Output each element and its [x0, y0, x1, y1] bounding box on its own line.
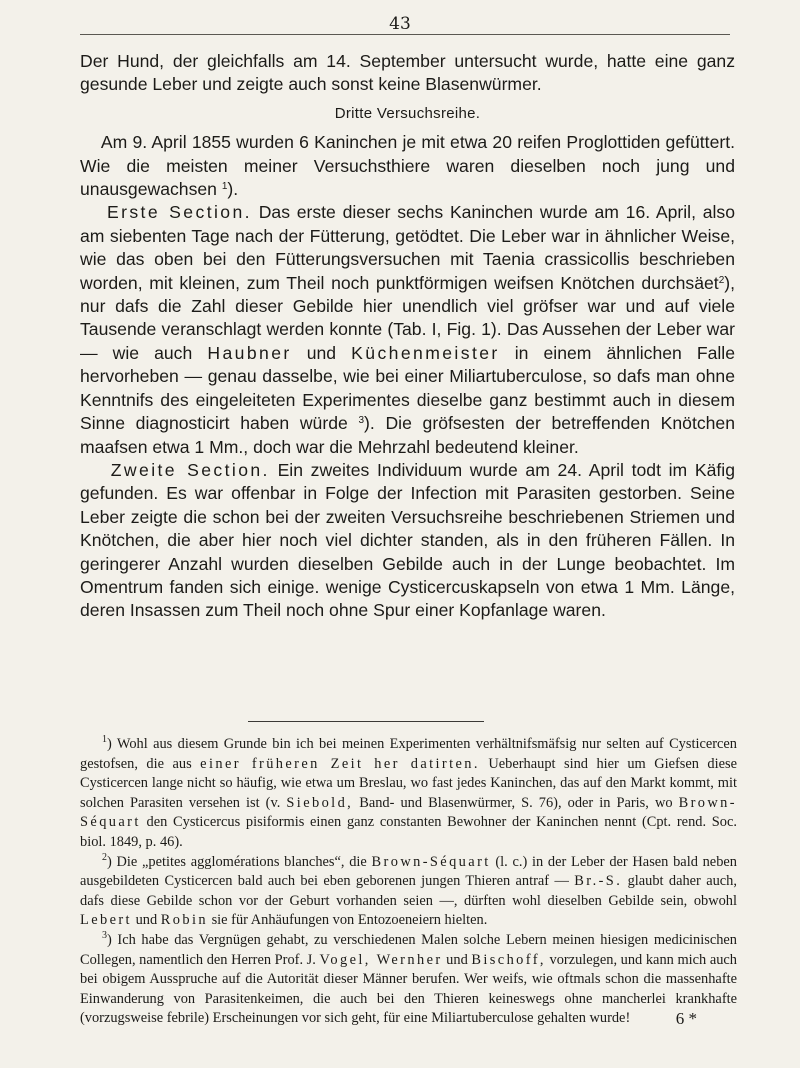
section-1-text-b: ), nur dafs die Zahl dieser Gebilde hier unendlich viel gröfser war und auf viele Tausende veranschlagt werden konnte (Tab. I, Fig. 1). Das Aussehen der Leber war — wie auch — [80, 272, 735, 363]
author-lebert: Lebert — [80, 912, 132, 929]
page-number: 43 — [389, 14, 411, 34]
section-heading: Dritte Versuchsreihe. — [334, 104, 481, 122]
footnote-rule — [248, 721, 484, 722]
section-1-text-c: und — [306, 342, 337, 363]
footnote-1-text-a: ) Wohl aus diesem Grunde bin ich bei meinen Experimenten verhältnifsmäfsig nur selten auf Cysticercen gestofsen, die aus — [80, 736, 737, 772]
intro-paragraph: Der Hund, der gleichfalls am 14. September untersucht wurde, hatte eine ganz gesunde Leber und zeigte auch sonst keine Blasenwürmer. — [80, 51, 735, 95]
main-text — [80, 50, 735, 623]
footnote-ref-3: 3 — [358, 415, 365, 427]
author-br-s: Br.-S. — [574, 873, 623, 890]
footnote-2-text-a: ) Die „petites agglomérations blanches“, die — [107, 853, 367, 870]
footnote-1-mark: 1 — [102, 734, 107, 745]
footnotes — [80, 735, 737, 1029]
author-haubner: Haubner — [207, 342, 292, 363]
author-brown-sequart: Brown-Séquart — [80, 794, 737, 831]
author-brown-sequart-2: Brown-Séquart — [371, 853, 491, 870]
author-bischoff: Bischoff, — [471, 951, 546, 968]
footnote-ref-1: 1 — [221, 181, 228, 193]
footnote-1-spaced: einer früheren Zeit her datirten. — [200, 755, 480, 772]
paragraph-1-text: Am 9. April 1855 wurden 6 Kaninchen je mit etwa 20 reifen Proglottiden gefüttert. Wie die meisten meiner Versuchsthiere waren dieselben noch jung und unausgewachsen — [80, 132, 735, 200]
footnote-1-text-c: Band- und Blasenwürmer, S. 76), oder in Paris, wo — [359, 794, 673, 811]
footnote-ref-2: 2 — [718, 274, 725, 286]
header-rule — [80, 34, 730, 35]
author-kuechenmeister: Küchenmeister — [351, 342, 500, 363]
footnote-1 — [80, 735, 737, 853]
footnote-2-text-d: und — [135, 912, 158, 929]
footnote-2-text-c: glaubt daher auch, dafs diese Gebilde schon vor der Geburt vorhanden seien —, dürften wohl dieselben Gebilde sein, obwohl — [80, 873, 737, 909]
paragraph-1 — [80, 131, 735, 201]
section-1-paragraph — [80, 201, 735, 458]
section-2-text: Ein zweites Individuum wurde am 24. April todt im Käfig gefunden. Es war offenbar in Folge der Infection mit Parasiten gestorben. Seine Leber zeigte die schon bei der zweiten Versuchsreihe beschriebenen Striemen und Knötchen, die aber hier noch viel dichter standen, als in den früheren Fällen. In geringerer Anzahl wurden dieselben Gebilde auch in der Lunge beobachtet. Im Omentrum fanden sich einige. wenige Cysticercuskapseln von etwa 1 Mm. Länge, deren Insassen zum Theil noch ohne Spur einer Kopfanlage waren. — [80, 459, 736, 621]
section-1-text-e: ). Die gröfsesten der betreffenden Knötchen maafsen etwa 1 Mm., doch war die Mehrzahl bedeutend kleiner. — [80, 413, 736, 457]
author-siebold: Siebold, — [286, 794, 354, 811]
section-1-label: Erste Section. — [106, 202, 252, 223]
author-robin: Robin — [160, 912, 208, 929]
footnote-3-text-b: und — [446, 951, 468, 968]
author-vogel-wernher: Vogel, Wernher — [319, 951, 443, 968]
section-1-text-a: Das erste dieser sechs Kaninchen wurde am 16. April, also am siebenten Tage nach der Fütterung, getödtet. Die Leber war in ähnlicher Weise, wie das oben bei den Fütterungsversuchen mit Taenia crassicollis beschrieben worden, mit kleinen, zum Theil noch punktförmigen weifsen Knötchen durchsäet — [80, 202, 735, 293]
footnote-2-mark: 2 — [102, 851, 107, 863]
footnote-3-mark: 3 — [102, 929, 107, 941]
footnote-2-text-b: (l. c.) in der Leber der Hasen bald neben ausgebildeten Cysticercen bald auch bei eben geborenen jungen Thieren antraf — — [80, 853, 737, 890]
section-2-label: Zweite Section. — [110, 459, 270, 480]
footnote-1-text-d: den Cysticercus pisiformis einen ganz constanten Bewohner der Kaninchen nennt (Cpt. rend. Soc. biol. 1849, p. 46). — [80, 814, 737, 850]
footnote-2 — [80, 853, 737, 931]
footnote-3-text-c: vorzulegen, und kann mich auch bei obigem Ausspruche auf die Autorität dieser Männer berufen. Wer weifs, wie oftmals schon die massenhafte Einwanderung von Parasitenkeimen, die auch bei den Thieren keineswegs ohne mancherlei krankhafte (vorzugsweise febrile) Erscheinungen vor sich geht, für eine Miliartuberculose gehalten wurde! — [80, 951, 737, 1027]
footnote-2-text-e: sie für Anhäufungen von Entozoeneiern hielten. — [211, 912, 488, 929]
section-2-paragraph — [80, 459, 735, 623]
section-1-text-d: in einem ähnlichen Falle hervorheben — genau dasselbe, wie bei einer Miliartuberculose, so dafs man ohne Kenntnifs des eingeleiteten Experimentes dieselbe ganz bestimmt auch in diesem Sinne diagnosticirt haben würde — [80, 342, 736, 434]
footnote-3-text-a: ) Ich habe das Vergnügen gehabt, zu verschiedenen Malen solche Lebern meinen hiesigen medicinischen Collegen, namentlich den Herren Prof. J. — [80, 931, 737, 968]
paragraph-1-tail: ). — [227, 179, 239, 200]
signature-mark: 6 * — [675, 1008, 697, 1028]
footnote-1-text-b: Ueberhaupt sind hier um Giefsen diese Cysticercen lange nicht so häufig, wie etwa um Breslau, wo fast jedes Kaninchen, das auf den Markt kommt, mit solchen Parasiten versehen ist (v. — [80, 755, 737, 811]
